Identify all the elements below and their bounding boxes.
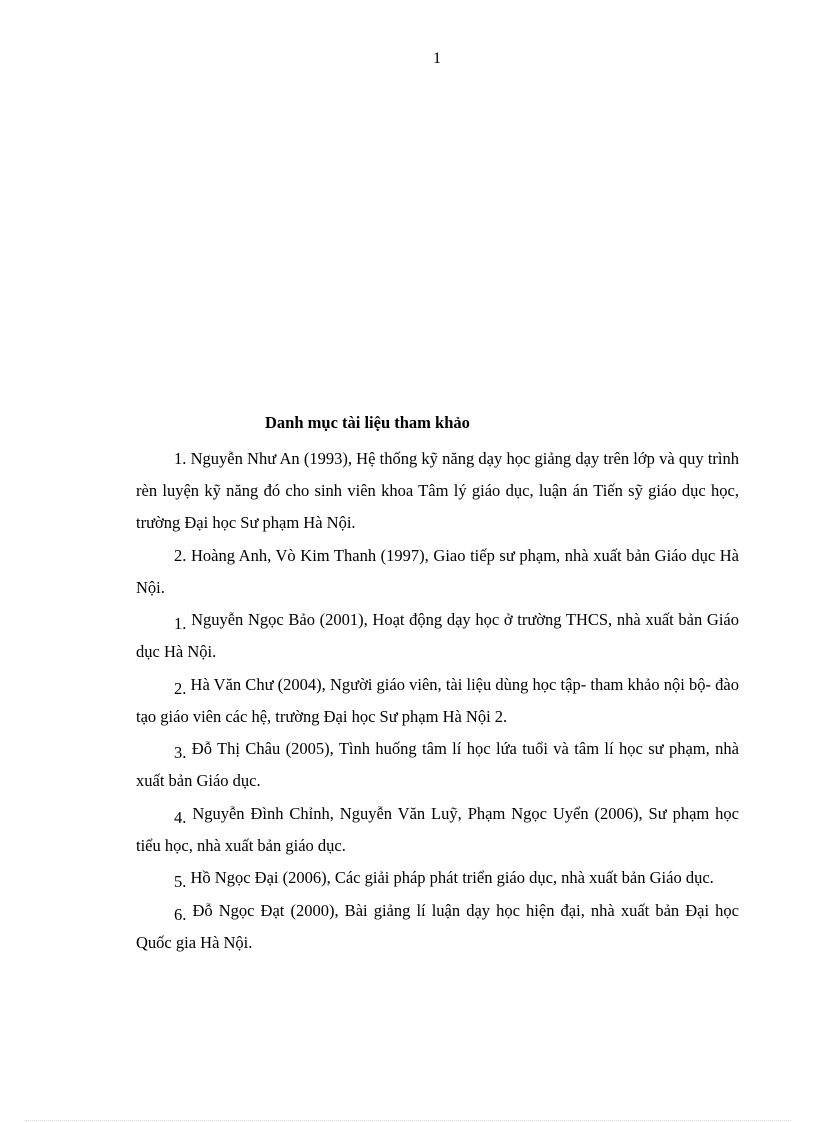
reference-item <box>136 540 739 604</box>
reference-item <box>136 669 739 733</box>
reference-item <box>136 798 739 862</box>
page-title: Danh mục tài liệu tham khảo <box>265 413 470 432</box>
reference-item <box>136 895 739 959</box>
reference-number: 3. <box>174 743 187 762</box>
reference-text: Đỗ Ngọc Đạt (2000), Bài giảng lí luận dạy học hiện đại, nhà xuất bản Đại học Quốc gia Hà Nội. <box>136 900 739 952</box>
reference-number: 1. <box>174 449 187 468</box>
reference-text: Hà Văn Chư (2004), Người giáo viên, tài liệu dùng học tập- tham khảo nội bộ- đào tạo giáo viên các hệ, trường Đại học Sư phạm Hà Nội 2. <box>136 674 740 726</box>
reference-number: 2. <box>174 678 187 698</box>
footer-divider <box>25 1120 791 1121</box>
page-number: 1 <box>433 50 441 67</box>
reference-text: Hoàng Anh, Vò Kim Thanh (1997), Giao tiếp sư phạm, nhà xuất bản Giáo dục Hà Nội. <box>136 545 739 597</box>
reference-text: Hồ Ngọc Đại (2006), Các giải pháp phát triển giáo dục, nhà xuất bản Giáo dục. <box>190 868 714 887</box>
reference-item <box>136 443 739 539</box>
reference-number: 5. <box>174 872 187 891</box>
reference-text: Nguyễn Đình Chỉnh, Nguyễn Văn Luỹ, Phạm Ngọc Uyển (2006), Sư phạm học tiểu học, nhà xuất bản giáo dục. <box>136 803 740 855</box>
reference-text: Đỗ Thị Châu (2005), Tình huống tâm lí học lứa tuổi và tâm lí học sư phạm, nhà xuất bản Giáo dục. <box>136 739 739 790</box>
reference-number: 4. <box>174 807 187 827</box>
reference-text: Nguyễn Ngọc Bảo (2001), Hoạt động dạy học ở trường THCS, nhà xuất bản Giáo dục Hà Nội. <box>136 610 740 661</box>
reference-item <box>136 733 739 797</box>
reference-item <box>136 862 739 894</box>
reference-text: Nguyễn Như An (1993), Hệ thống kỹ năng dạy học giảng dạy trên lớp và quy trình rèn luyện kỹ năng đó cho sinh viên khoa Tâm lý giáo dục, luận án Tiến sỹ giáo dục học, trường Đại học Sư phạm Hà Nội. <box>136 449 739 532</box>
reference-number: 2. <box>174 545 187 565</box>
reference-item <box>136 604 739 668</box>
reference-number: 6. <box>174 904 187 924</box>
reference-list <box>136 443 739 959</box>
reference-number: 1. <box>174 614 187 633</box>
